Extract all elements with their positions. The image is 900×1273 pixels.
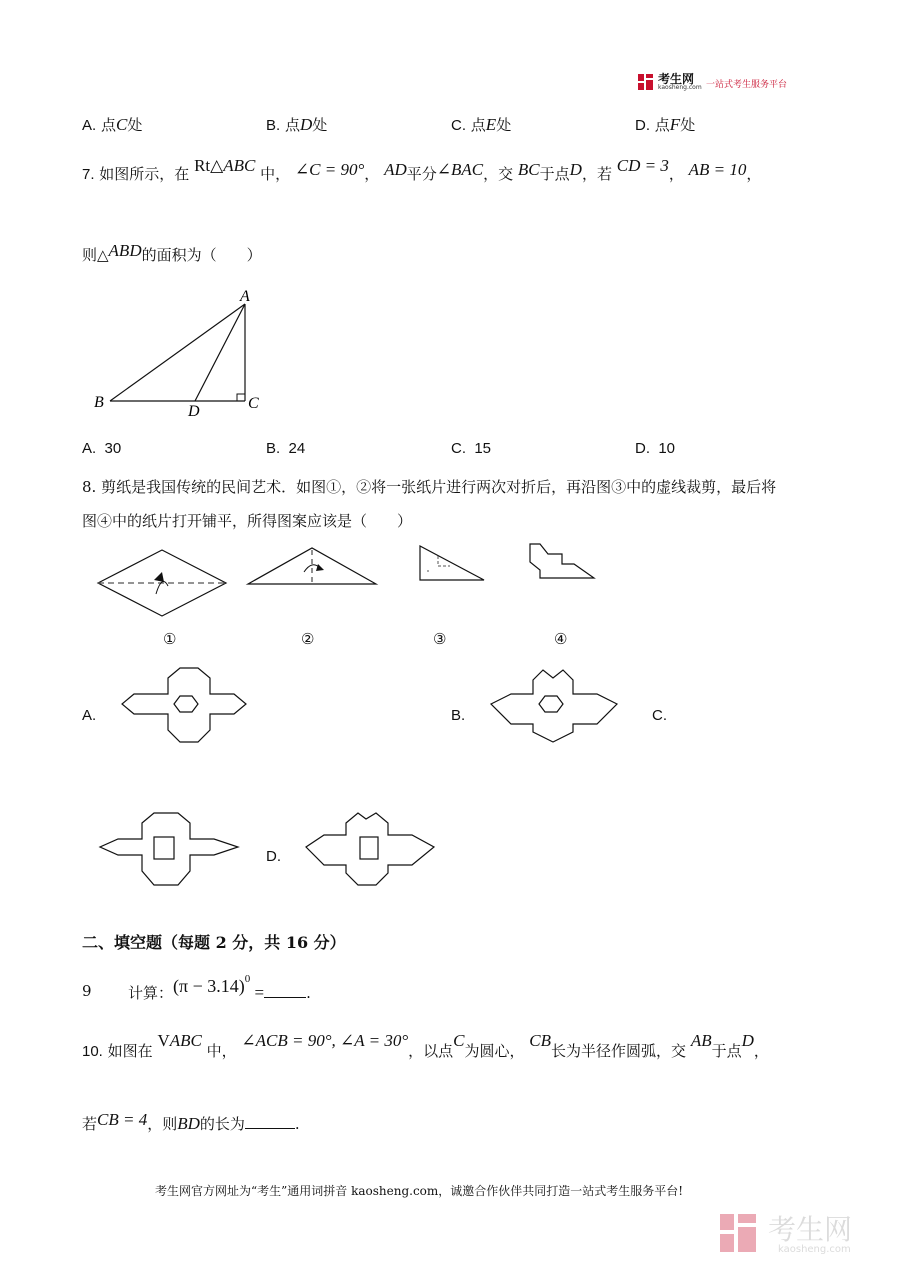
footer-watermark [716,1206,886,1262]
q8-fig1-rhombus [96,548,236,618]
q8-stem-line2: 图④中的纸片打开铺平，所得图案应该是（ ） [82,512,413,530]
q7-option-c[interactable]: C. 15 [451,440,492,457]
q9-answer-blank[interactable] [264,983,306,998]
q8-fig-label-1: ① [163,630,177,648]
q8-option-d-figure[interactable] [302,809,442,889]
q6-option-a[interactable]: A. 点C处 [82,115,143,134]
q9-stem: 计算：$(\pi - 3.14)^0$ = . [128,973,311,1002]
q8-option-c-figure[interactable] [98,809,248,889]
fig-label-d: D [188,403,200,420]
q10-stem-line2: 若CB = 4，则BD的长为 . [82,1110,300,1133]
fig-label-c: C [248,395,259,412]
q8-option-a-figure[interactable] [118,666,258,746]
watermark-en: kaosheng.com [778,1244,851,1255]
fig-label-b: B [94,394,104,411]
header-logo [636,70,806,94]
q10-stem: 10. 如图在 VABC 中， ∠ACB = 90°, ∠A = 30°，以点C为圆心， CB长为半径作圆弧，交 AB于点D， [82,1031,769,1060]
q6-option-d[interactable]: D. 点F处 [635,115,696,134]
q7-triangle-figure [90,284,270,424]
q8-fig-label-3: ③ [433,630,447,648]
q7-option-d[interactable]: D. 10 [635,440,676,457]
q7-option-a[interactable]: A. 30 [82,440,122,457]
logo-cn: 考生网 [658,72,695,86]
fig-label-a: A [240,288,250,305]
q6-option-b[interactable]: B. 点D处 [266,115,328,134]
q7-option-b[interactable]: B. 24 [266,440,306,457]
q8-option-a-label[interactable]: A. [82,707,97,724]
logo-mark-icon [636,72,656,92]
q6-option-c[interactable]: C. 点E处 [451,115,512,134]
q8-option-b-figure[interactable] [487,666,627,746]
q8-fig2-triangle [246,546,386,596]
q8-fig-label-2: ② [301,630,315,648]
watermark-cn: 考生网 [768,1213,853,1246]
q8-option-b-label[interactable]: B. [451,707,466,724]
q8-option-c-label[interactable]: C. [652,707,667,724]
q7-stem-line2: 则△ABD的面积为（ ） [82,241,262,264]
q7-stem: 7. 如图所示，在 Rt△ABC 中， ∠C = 90°， AD平分∠BAC，交 BC于点D，若 CD = 3， AB = 10， [82,156,762,183]
section-2-title: 二、填空题（每题 2 分，共 16 分） [82,933,346,952]
q8-fig-label-4: ④ [554,630,568,648]
q8-fig3-triangle [414,542,494,592]
footer-text: 考生网官方网址为“考生”通用词拼音 kaosheng.com，诚邀合作伙伴共同打造一站式考生服务平台! [155,1184,684,1198]
q9-number: 9 [82,982,92,1000]
logo-en: kaosheng.com [658,84,702,91]
q8-fig4-shape [526,540,606,590]
watermark-logo-icon [716,1210,762,1256]
header-slogan: 一站式考生服务平台 [706,80,788,90]
q10-answer-blank[interactable] [245,1114,295,1129]
q8-stem-line1: 8. 剪纸是我国传统的民间艺术．如图①，②将一张纸片进行两次对折后，再沿图③中的虚线裁剪，最后将 [82,478,777,496]
q8-option-d-label[interactable]: D. [266,848,281,865]
